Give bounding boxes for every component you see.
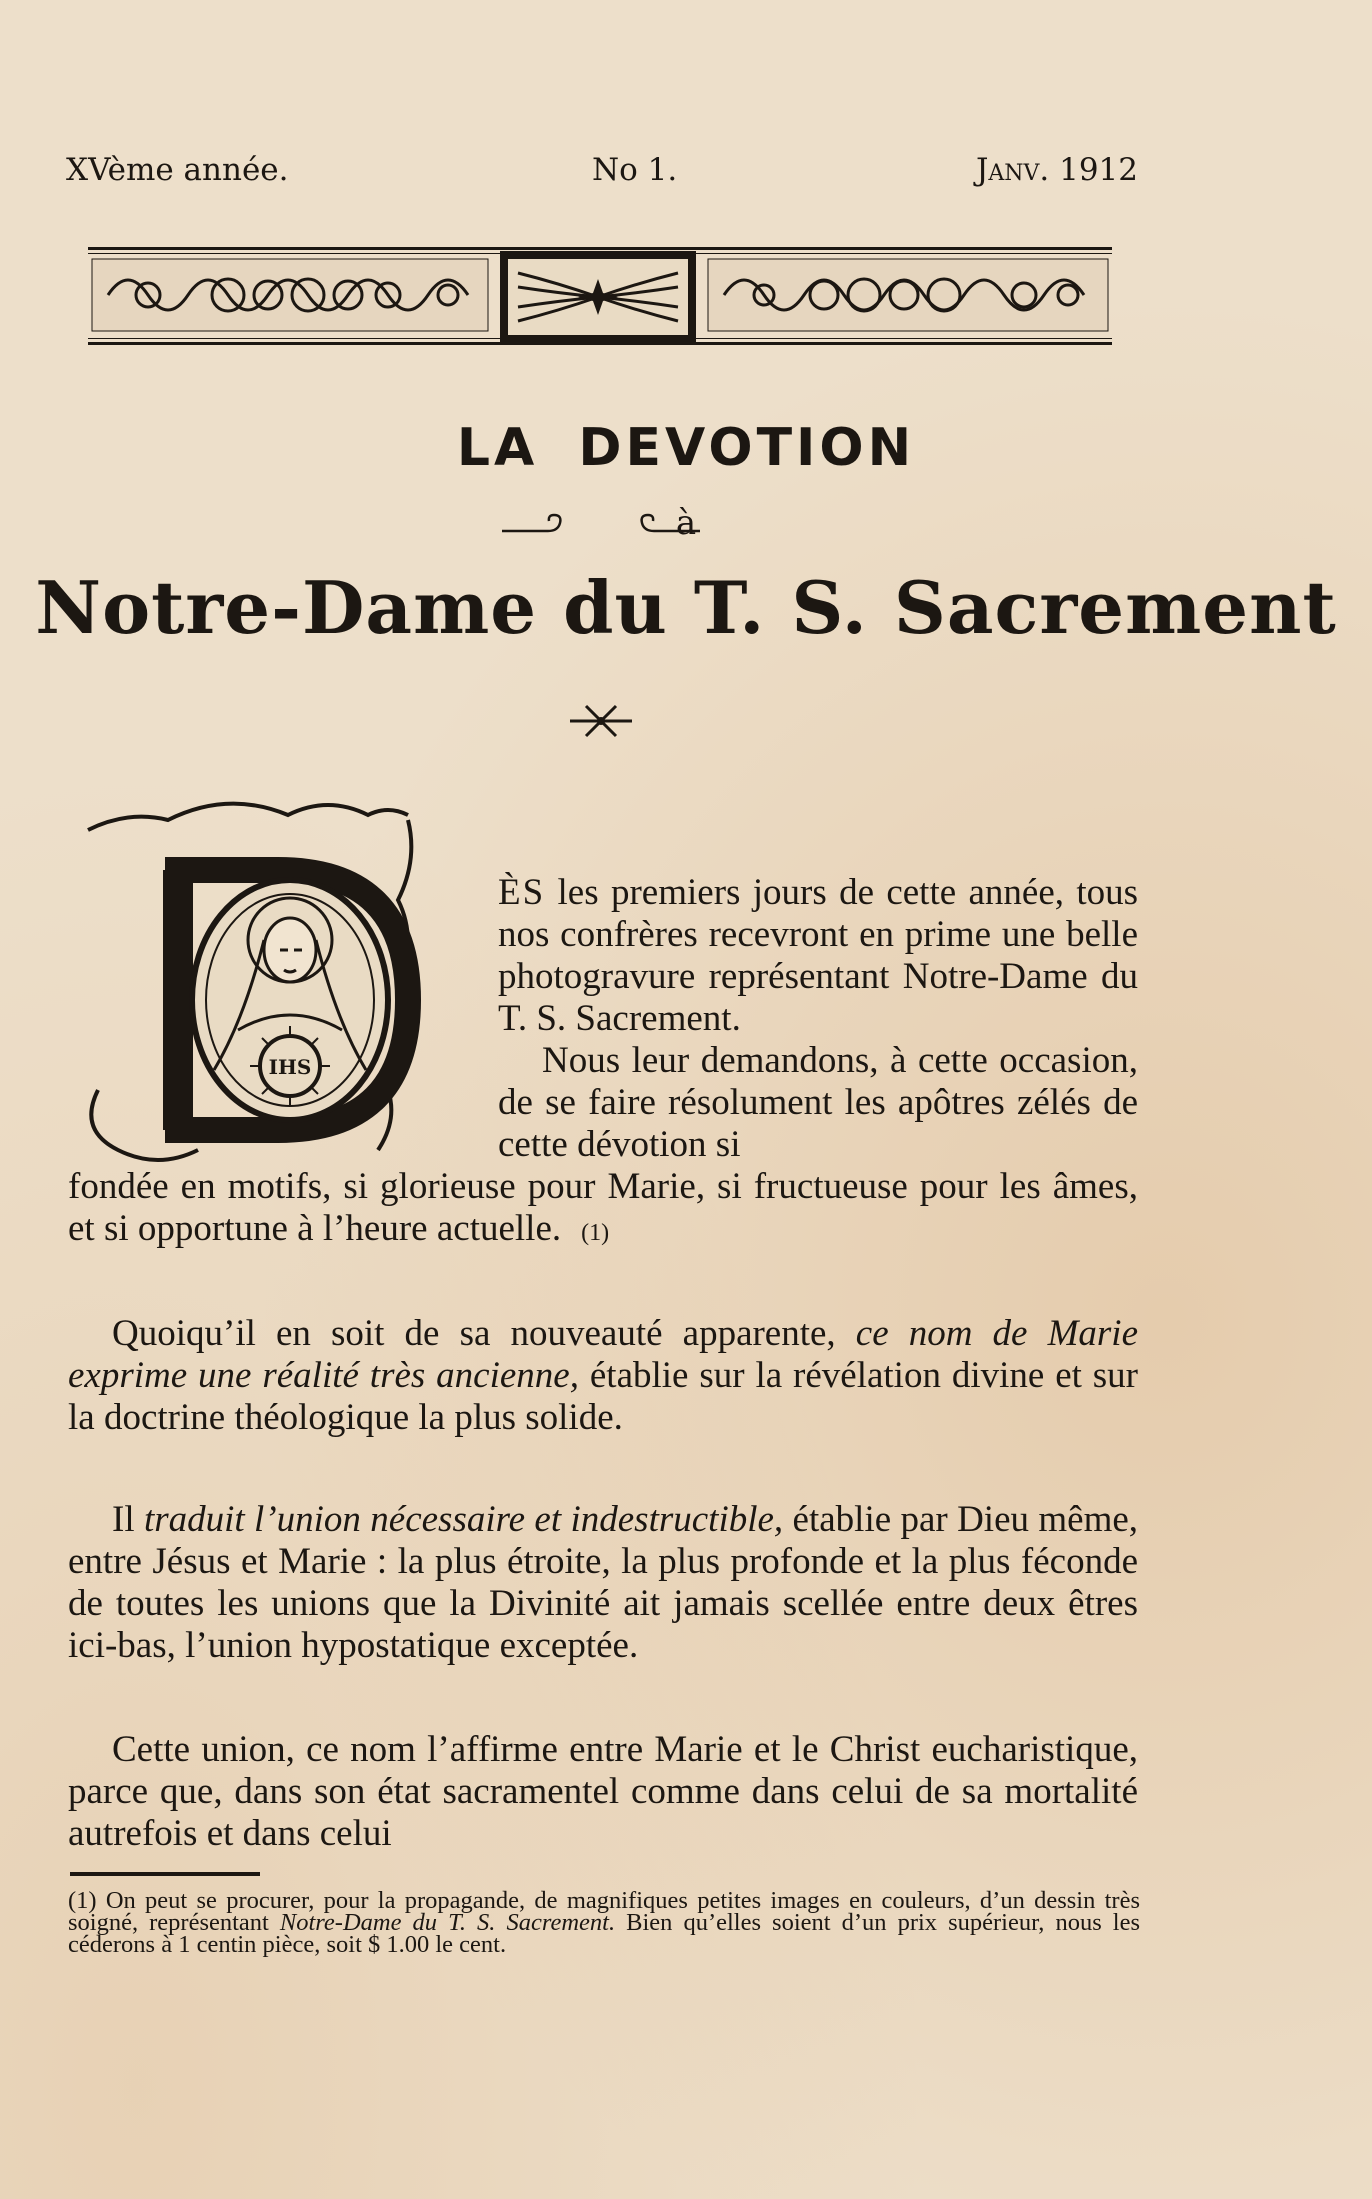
fleuron-icon: [566, 700, 636, 742]
footnote-emphasis: Notre-Dame du T. S. Sacrement.: [279, 1909, 616, 1936]
article-subtitle: Notre-Dame du T. S. Sacrement: [35, 565, 1337, 650]
paragraph-2-text-a: Quoiqu’il en soit de sa nouveauté apparente,: [112, 1313, 836, 1354]
footnote-text-a: (1) On peut se procurer, pour la propagande, de magnifiques petites images en couleurs, d’un dessin très soigné, représentant: [68, 1887, 1140, 1936]
title-connector: [0, 503, 1372, 547]
right-scroll-panel: [708, 259, 1108, 331]
paragraph-1-text-c: fondée en motifs, si glorieuse pour Marie, si fructueuse pour les âmes, et si opportune à l’heure actuelle.: [68, 1166, 1138, 1249]
header-issue-number: No 1.: [592, 152, 678, 188]
header-date: Janv. 1912: [975, 152, 1138, 188]
paragraph-1-text-a: les premiers jours de cette année, tous nos confrères recevront en prime une belle photogravure représentant Notre-Dame du T. S. Sacrement.: [498, 872, 1139, 1039]
footnote-reference: (1): [581, 1220, 610, 1246]
paragraph-1: [68, 872, 1138, 1254]
paragraph-3: [68, 1499, 1138, 1667]
dropcap-continuation: ÈS: [498, 872, 546, 913]
article-title: LA DEVOTION: [456, 418, 916, 478]
right-flourish-icon: [632, 511, 702, 537]
footnote-text-b: Bien qu’elles soient d’un prix supérieur, nous les céderons à 1 centin pièce, soit $ 1.00 le cent.: [68, 1909, 1140, 1958]
paragraph-3-text-b: établie par Dieu même, entre Jésus et Marie : la plus étroite, la plus profonde et la plus féconde de toutes les unions que la Divinité ait jamais scellée entre deux êtres ici-bas, l’union hypostatique exceptée.: [68, 1499, 1139, 1666]
paragraph-3-emphasis: traduit l’union nécessaire et indestructible,: [143, 1499, 784, 1540]
paragraph-4-text: Cette union, ce nom l’affirme entre Marie et le Christ eucharistique, parce que, dans son état sacramentel comme dans celui de sa mortalité autrefois et dans celui: [68, 1729, 1138, 1854]
center-star-panel: [500, 251, 696, 343]
header-volume: XVème année.: [66, 152, 289, 188]
paragraph-1-text-b: Nous leur demandons, à cette occasion, de se faire résolument les apôtres zélés de cette dévotion si: [498, 1040, 1138, 1165]
paragraph-2-text-b: établie sur la révélation divine et sur la doctrine théologique la plus solide.: [68, 1355, 1139, 1438]
running-header: [66, 152, 1138, 196]
ornamental-banner: [88, 243, 1112, 349]
paragraph-4: [68, 1729, 1138, 1855]
left-scroll-panel: [92, 259, 488, 331]
ihs-monogram: IHS: [268, 1055, 312, 1079]
footnote: [68, 1887, 1140, 1958]
footnote-divider: [70, 1872, 260, 1876]
paragraph-2-emphasis: ce nom de Marie exprime une réalité très ancienne,: [68, 1313, 1139, 1396]
title-connector-letter: à: [675, 503, 697, 543]
paragraph-2: [68, 1313, 1138, 1439]
paragraph-3-text-a: Il: [112, 1499, 135, 1540]
